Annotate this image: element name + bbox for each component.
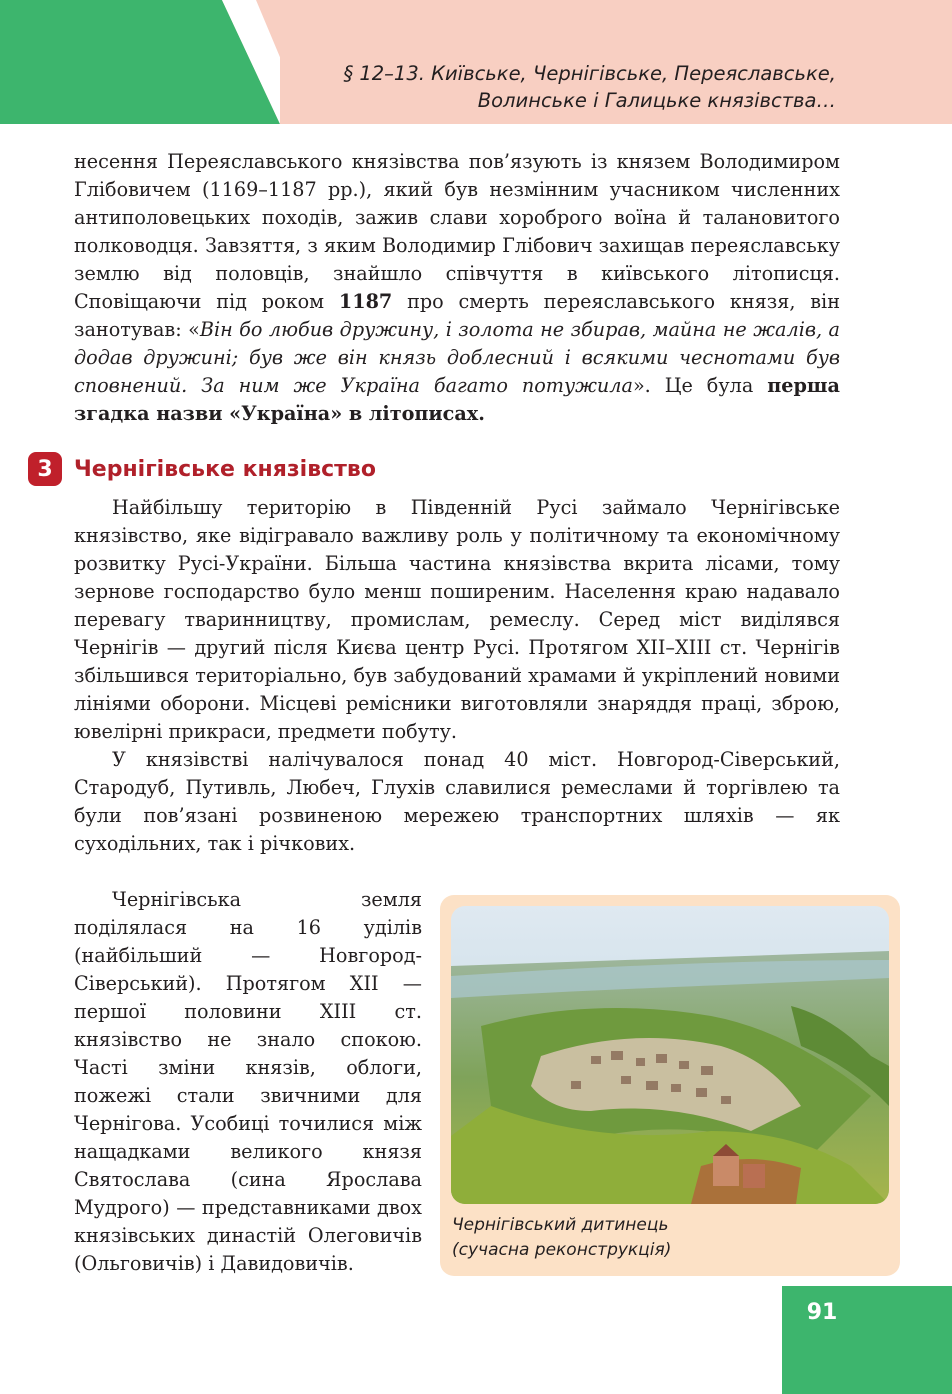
running-header-line-2: Волинське і Галицьке князівства…: [477, 89, 836, 112]
figure-box: [440, 895, 900, 1276]
intro-text-1: несення Переяславського князівства пов’язують із князем Володимиром Глібовичем (1169–1187 рр.), який був незмінним учасником численних антиполовецьких походів, зажив слави хороброго воїна й талановитого полководця. Завзяття, з яким Володимир Глібович захищав переяславську землю від половців, знайшло співчуття в київського літописця. Сповіщаючи під роком: [74, 150, 840, 313]
chernihiv-citadel-illustration: [451, 906, 889, 1204]
caption-line-2: (сучасна реконструкція): [452, 1240, 672, 1260]
running-header-line-1: § 12–13. Київське, Чернігівське, Переяславське,: [343, 62, 836, 85]
first-mention-emphasis: перша згадка назви «Україна» в літописах.: [74, 374, 840, 425]
section-body-narrow: [74, 886, 422, 1278]
intro-text-3: ». Це була: [632, 374, 768, 397]
section-heading: [28, 452, 376, 486]
section-body: [74, 494, 840, 858]
chronicle-quote: Він бо любив дружину, і золота не збирав, майна не жалів, а додав дружині; був же він князь доблесний і всякими чеснотами був сповнений. За ним же Україна багато потужила: [74, 318, 840, 397]
intro-year: 1187: [338, 290, 393, 313]
page-number-tab: [782, 1286, 952, 1394]
figure-caption: [452, 1213, 882, 1263]
section-title: Чернігівське князівство: [74, 456, 376, 482]
intro-text-2: про смерть переяславського князя, він занотував: «: [74, 290, 840, 341]
section-number-badge: 3: [28, 452, 62, 486]
page-number: 91: [806, 1300, 838, 1325]
caption-line-1: Чернігівський дитинець: [452, 1215, 669, 1235]
running-header: [343, 60, 836, 114]
intro-paragraph: [74, 148, 840, 428]
section-paragraph-3: Чернігівська земля поділялася на 16 уділів (найбільший — Новгород-Сіверський). Протягом XII — першої половини XIII ст. князівство не знало спокою. Часті зміни князів, облоги, пожежі стали звичними для Чернігова. Усобиці точилися між нащадками великого князя Святослава (сина Ярослава Мудрого) — представниками двох князівських династій Олеговичів (Ольговичів) і Давидовичів.: [74, 888, 422, 1275]
section-paragraph-1: Найбільшу територію в Південній Русі займало Чернігівське князівство, яке відігравало важливу роль у політичному та економічному розвитку Русі-України. Більша частина князівства вкрита лісами, тому зернове господарство було менш поширеним. Населення краю надавало перевагу тваринництву, промислам, ремеслу. Серед міст виділявся Чернігів — другий після Києва центр Русі. Протягом XII–XIII ст. Чернігів збільшився територіально, був забудований храмами й укріплений новими лініями оборони. Місцеві ремісники виготовляли знаряддя праці, зброю, ювелірні прикраси, предмети побуту.: [74, 496, 840, 743]
section-paragraph-2: У князівстві налічувалося понад 40 міст. Новгород-Сіверський, Стародуб, Путивль, Любеч, Глухів славилися ремеслами й торгівлею та були пов’язані розвиненою мережею транспортних шляхів — як суходільних, так і річкових.: [74, 748, 840, 855]
